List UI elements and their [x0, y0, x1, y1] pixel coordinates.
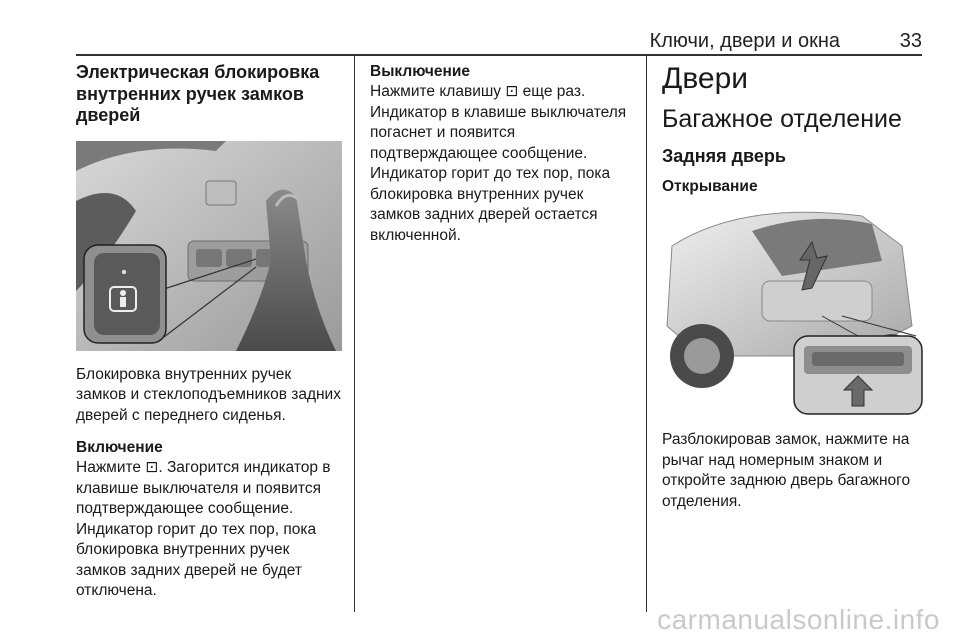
- subsection-title: Багажное отделение: [662, 105, 902, 133]
- subheading: Задняя дверь: [662, 146, 786, 166]
- opening-text: Разблокировав замок, нажмите на рычаг над номерным знаком и откройте заднюю дверь багажного отделения.: [662, 431, 911, 510]
- watermark: carmanualsonline.info: [657, 604, 940, 635]
- off-heading: Выключение: [370, 63, 471, 80]
- figure-caption: Блокировка внутренних ручек замков и стеклоподъемников задних дверей с переднего сиденья.: [76, 365, 341, 424]
- section-title: Двери: [662, 62, 749, 95]
- on-text: Нажмите ⊡. Загорится индикатор в клавише выключателя и появится подтверждающее сообщение. Индикатор горит до тех пор, пока блокировка внутренних ручек замков задних дверей не будет отключена.: [76, 459, 331, 599]
- off-text: Нажмите клавишу ⊡ еще раз. Индикатор в клавише выключателя погаснет и появится подтверждающее сообщение. Индикатор горит до тех пор, пока блокировка внутренних ручек замков задних дверей остается включенной.: [370, 83, 627, 244]
- column-divider-1: [354, 56, 355, 612]
- opening-heading: Открывание: [662, 178, 758, 195]
- section-heading: Электрическая блокировка внутренних ручек замков дверей: [76, 62, 320, 125]
- column-1: [76, 62, 342, 614]
- column-3: [662, 62, 926, 524]
- page-number: 33: [899, 30, 922, 52]
- on-heading: Включение: [76, 439, 163, 456]
- tailgate-illustration: [662, 206, 926, 416]
- header-title: Ключи, двери и окна: [649, 30, 840, 52]
- column-divider-2: [646, 56, 647, 612]
- header-rule: [76, 54, 922, 56]
- column-2: [370, 62, 634, 258]
- child-lock-switch-illustration: [76, 141, 342, 351]
